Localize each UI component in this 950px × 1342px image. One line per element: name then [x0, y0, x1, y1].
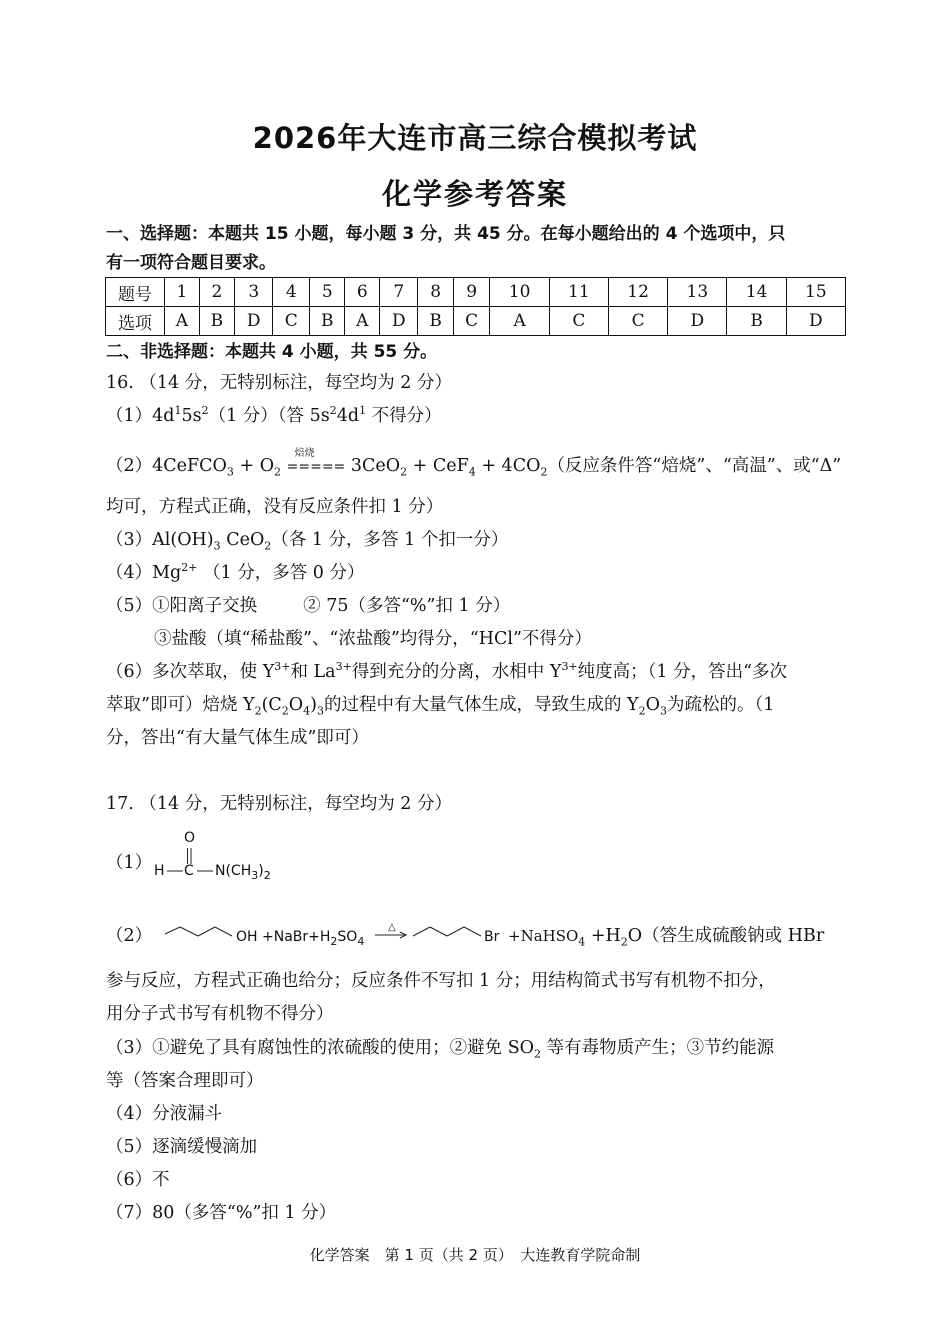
question-number-cell: 12: [608, 278, 667, 307]
question-number-cell: 15: [786, 278, 845, 307]
q17-part1-label: （1）: [106, 853, 153, 873]
question-number-cell: 10: [490, 278, 549, 307]
q17-header: 17. （14 分，无特别标注，每空均为 2 分）: [106, 794, 452, 814]
q17-part7: （7）80（多答“%”扣 1 分）: [106, 1203, 337, 1223]
answer-cell: D: [786, 307, 845, 336]
answer-cell: B: [199, 307, 234, 336]
question-number-cell: 1: [165, 278, 200, 307]
answer-row: [106, 307, 846, 336]
section1-heading-line2: 有一项符合题目要求。: [106, 253, 276, 273]
question-number-cell: 5: [310, 278, 345, 307]
q17-reagents: $+NaBr+H_2SO_4$: [262, 929, 365, 948]
bromo-label: Br: [484, 929, 500, 945]
q16-part2-note: 均可，方程式正确，没有反应条件扣 1 分）: [106, 497, 444, 517]
row-header-number: 题号: [106, 278, 165, 307]
answer-cell: A: [165, 307, 200, 336]
q16-part5: （5）①阳离子交换 ② 75（多答“%”扣 1 分）: [106, 596, 511, 616]
question-number-cell: 6: [345, 278, 380, 307]
q17-part3-line1: （3）①避免了具有腐蚀性的浓硫酸的使用；②避免 $SO_2$ 等有毒物质产生；③节约能源: [106, 1038, 775, 1061]
reaction-condition: 焙烧: [294, 448, 315, 459]
hydrogen-atom-label: H: [154, 863, 165, 879]
answer-cell: B: [310, 307, 345, 336]
question-number-cell: 13: [668, 278, 727, 307]
answer-cell: C: [453, 307, 490, 336]
q17-part2-label: （2）: [106, 926, 153, 946]
q17-part5: （5）逐滴缓慢滴加: [106, 1137, 258, 1157]
q17-part3-line2: 等（答案合理即可）: [106, 1071, 264, 1091]
q17-part4: （4）分液漏斗: [106, 1104, 223, 1124]
answer-cell: D: [380, 307, 418, 336]
carbon-atom-label: C: [184, 863, 194, 879]
q16-part3: $(3)Al(OH)_3$ CeO$_2$（各 1 分，多答 1 个扣一分）: [106, 530, 509, 553]
document-subtitle: 化学参考答案: [381, 177, 568, 211]
exam-title: 2026年大连市高三综合模拟考试: [252, 121, 698, 155]
answer-cell: C: [273, 307, 310, 336]
dimethylamino-label: $N(CH_3)_2$: [215, 863, 271, 882]
answer-cell: B: [727, 307, 786, 336]
page-footer: 化学答案 第 1 页（共 2 页） 大连教育学院命制: [309, 1246, 641, 1264]
question-number-cell: 3: [235, 278, 273, 307]
q16-part4: $(4)Mg^{2+}$ （1 分，多答 0 分）: [106, 561, 365, 583]
answer-cell: B: [418, 307, 453, 336]
q16-part6-line3: 分，答出“有大量气体生成”即可）: [106, 728, 369, 748]
heat-condition-icon: △: [388, 922, 396, 933]
q16-part6-line1: （6）多次萃取，使 $Y^{3+}$和 $La^{3+}$得到充分的分离，水相中 $Y^{3+}$纯度高；（1 分，答出“多次: [106, 660, 788, 682]
section1-heading-line1: 一、选择题：本题共 15 小题，每小题 3 分，共 45 分。在每小题给出的 4 个选项中，只: [106, 224, 786, 244]
q17-part2-products: +NaHSO$_4$ $+H_2O$（答生成硫酸钠或 HBr: [508, 926, 825, 949]
question-number-row: [106, 278, 846, 307]
answer-table: [105, 277, 846, 336]
question-number-cell: 4: [273, 278, 310, 307]
q17-part2-note-line2: 参与反应，方程式正确也给分；反应条件不写扣 1 分；用结构简式书写有机物不扣分，: [106, 971, 776, 991]
answer-cell: D: [668, 307, 727, 336]
q16-part6-line2: 萃取”即可）焙烧 $Y_2(C_2O_4)_3$的过程中有大量气体生成，导致生成的 $Y_2O_3$为疏松的。（1: [106, 695, 775, 718]
q17-part2-note-line3: 用分子式书写有机物不得分）: [106, 1004, 334, 1024]
q16-part2-equation: （2）4CeFCO$_3$ + $O_2$ 焙烧 ===== $3CeO_2 + CeF_4 + 4CO_2$（反应条件答“焙烧”、“高温”、或“Δ”: [106, 455, 851, 478]
oxygen-atom-label: O: [184, 830, 196, 846]
reaction-arrow: 焙烧 =====: [287, 456, 346, 478]
q16-part1: $(1)4d^15s^2(1$ 分）（答 $5s^24d^1$ 不得分）: [106, 404, 442, 426]
question-number-cell: 7: [380, 278, 418, 307]
section2-heading: 二、非选择题：本题共 4 小题，共 55 分。: [106, 342, 438, 362]
question-number-cell: 14: [727, 278, 786, 307]
answer-cell: C: [608, 307, 667, 336]
q16-header: 16. （14 分，无特别标注，每空均为 2 分）: [106, 373, 452, 393]
question-number-cell: 2: [199, 278, 234, 307]
hydroxyl-label: OH: [236, 929, 258, 945]
question-number-cell: 9: [453, 278, 490, 307]
row-header-answer: 选项: [106, 307, 165, 336]
answer-cell: C: [549, 307, 608, 336]
answer-cell: A: [490, 307, 549, 336]
question-number-cell: 8: [418, 278, 453, 307]
q16-part5-c: ③盐酸（填“稀盐酸”、“浓盐酸”均得分，“HCl”不得分）: [154, 629, 592, 649]
q17-part6: （6）不: [106, 1170, 170, 1190]
answer-cell: D: [235, 307, 273, 336]
answer-cell: A: [345, 307, 380, 336]
question-number-cell: 11: [549, 278, 608, 307]
